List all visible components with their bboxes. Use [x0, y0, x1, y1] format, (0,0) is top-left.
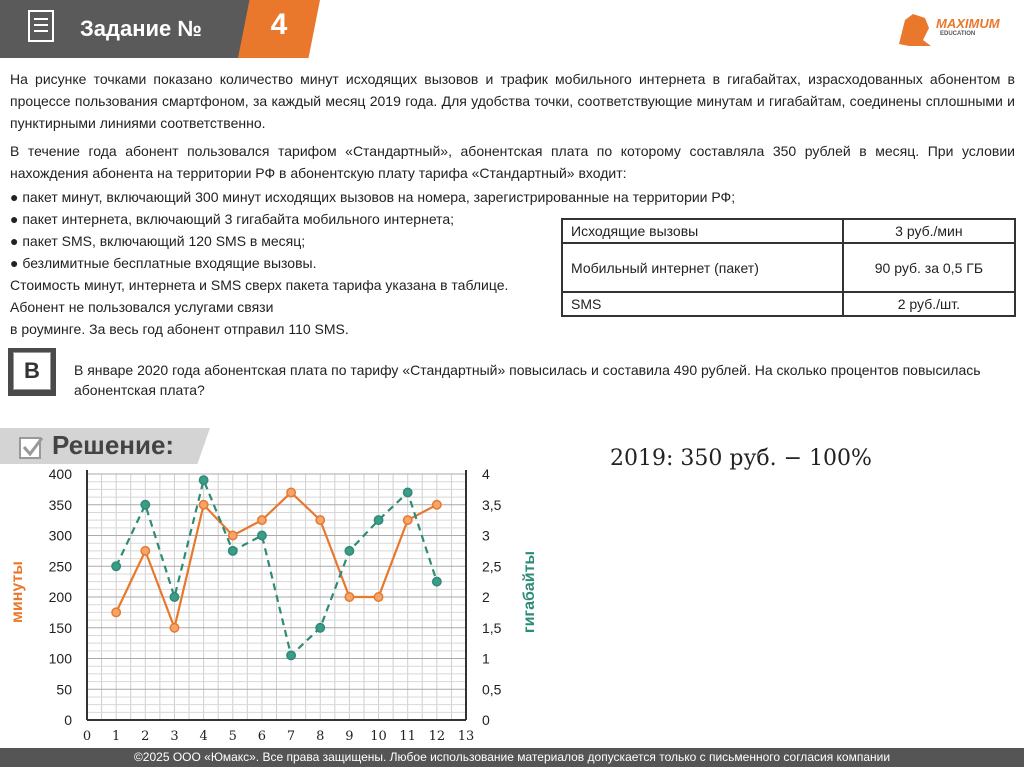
y-left-tick-label: 0	[64, 712, 72, 728]
x-tick-label: 8	[316, 729, 325, 744]
task-title: Задание №	[80, 16, 202, 41]
y-left-tick-label: 300	[48, 527, 72, 544]
x-tick-label: 4	[199, 729, 208, 744]
y-right-tick-label: 3,5	[482, 496, 502, 513]
x-tick-label: 12	[428, 729, 446, 744]
checkbox-icon	[18, 434, 44, 460]
data-point-minutes	[258, 516, 266, 524]
list-item: ● пакет минут, включающий 300 минут исходящих вызовов на номера, зарегистрированные на территории РФ;	[10, 189, 736, 205]
table-cell: 2 руб./шт.	[843, 292, 1015, 316]
header-bar	[0, 0, 1024, 58]
data-point-gigabytes	[316, 624, 324, 632]
list-item: ● пакет SMS, включающий 120 SMS в месяц;	[10, 233, 306, 249]
x-tick-label: 6	[257, 729, 267, 744]
price-table	[561, 218, 1016, 317]
table-row	[562, 292, 1015, 316]
x-tick-label: 5	[228, 729, 237, 744]
x-tick-label: 0	[82, 729, 92, 744]
list-item: ● безлимитные бесплатные входящие вызовы.	[10, 255, 317, 271]
table-cell: Исходящие вызовы	[562, 219, 843, 243]
y-left-tick-label: 150	[48, 619, 72, 636]
table-cell: 3 руб./мин	[843, 219, 1015, 243]
solution-title: Решение:	[52, 430, 175, 460]
y-right-tick-label: 0,5	[482, 681, 502, 698]
data-point-gigabytes	[403, 488, 411, 496]
task-paragraph-1: На рисунке точками показано количество минут исходящих вызовов и трафик мобильного интернета в гигабайтах, израсходованных абонентом в процессе пользования смартфоном, за каждый месяц 2019 года. Для удобства точки, соответствующие минутам и гигабайтам, соединены сплошными и пунктирными линиями соответственно.	[10, 71, 1015, 131]
x-tick-label: 1	[112, 729, 121, 744]
question-text: В январе 2020 года абонентская плата по тарифу «Стандартный» повысилась и составила 490 рублей. На сколько процентов повысилась абонентская плата?	[74, 362, 981, 398]
y-right-tick-label: 2	[482, 589, 490, 605]
y-left-tick-label: 250	[48, 558, 72, 575]
data-point-gigabytes	[170, 593, 178, 601]
table-row	[562, 243, 1015, 292]
data-point-gigabytes	[345, 547, 353, 555]
y-right-tick-label: 2,5	[482, 558, 502, 575]
data-point-minutes	[199, 501, 207, 509]
x-tick-label: 13	[457, 729, 475, 744]
data-point-minutes	[345, 593, 353, 601]
logo-subtext: EDUCATION	[940, 31, 976, 37]
data-point-minutes	[229, 531, 237, 539]
y-right-tick-label: 0	[482, 712, 490, 728]
list-item: ● пакет интернета, включающий 3 гигабайта мобильного интернета;	[10, 211, 455, 227]
y-left-tick-label: 400	[48, 466, 72, 482]
y-left-axis-label: минуты	[9, 561, 26, 623]
list-item: Абонент не пользовался услугами связи	[10, 299, 274, 315]
y-left-tick-label: 100	[48, 650, 72, 667]
x-tick-label: 2	[141, 729, 150, 744]
data-point-minutes	[403, 516, 411, 524]
task-number: 4	[270, 8, 288, 41]
list-item: в роуминге. За весь год абонент отправил 110 SMS.	[10, 321, 349, 337]
y-left-tick-label: 50	[56, 681, 72, 698]
solution-formula: 2019: 350 руб. − 100%	[610, 446, 872, 471]
table-cell: 90 руб. за 0,5 ГБ	[843, 243, 1015, 292]
x-tick-label: 9	[345, 729, 354, 744]
y-right-tick-label: 1,5	[482, 619, 502, 636]
task-paragraph-2: В течение года абонент пользовался тарифом «Стандартный», абонентская плата по которому составляла 350 рублей в месяц. При условии нахождения абонента на территории РФ в абонентскую плату тарифа «Стандартный» входит:	[10, 143, 1015, 181]
data-point-gigabytes	[433, 577, 441, 585]
document-icon	[28, 10, 54, 42]
data-point-gigabytes	[258, 531, 266, 539]
table-row	[562, 219, 1015, 243]
data-point-minutes	[112, 608, 120, 616]
x-tick-label: 3	[170, 729, 179, 744]
list-item: Стоимость минут, интернета и SMS сверх пакета тарифа указана в таблице.	[10, 277, 509, 293]
data-point-gigabytes	[112, 562, 120, 570]
table-cell: SMS	[562, 292, 843, 316]
x-tick-label: 7	[286, 729, 296, 744]
y-right-tick-label: 1	[482, 650, 490, 667]
data-point-minutes	[374, 593, 382, 601]
logo-text: MAXIMUM	[936, 16, 1000, 31]
y-right-axis-label: гигабайты	[521, 550, 538, 634]
x-tick-label: 11	[399, 729, 416, 744]
data-point-gigabytes	[229, 547, 237, 555]
y-left-tick-label: 350	[48, 496, 72, 513]
data-point-minutes	[141, 547, 149, 555]
data-point-gigabytes	[287, 651, 295, 659]
usage-chart	[0, 462, 560, 748]
data-point-minutes	[433, 501, 441, 509]
y-right-tick-label: 3	[482, 527, 490, 544]
y-right-tick-label: 4	[482, 466, 490, 482]
data-point-gigabytes	[199, 476, 207, 484]
y-left-tick-label: 200	[48, 589, 72, 605]
table-cell: Мобильный интернет (пакет)	[562, 243, 843, 292]
data-point-minutes	[287, 488, 295, 496]
question-letter: В	[13, 352, 51, 390]
data-point-gigabytes	[374, 516, 382, 524]
data-point-minutes	[316, 516, 324, 524]
data-point-gigabytes	[141, 501, 149, 509]
footer-copyright: ©2025 ООО «Юмакс». Все права защищены. Любое использование материалов допускается только с письменного согласия компании	[0, 748, 1024, 767]
data-point-minutes	[170, 624, 178, 632]
x-tick-label: 10	[370, 729, 387, 744]
